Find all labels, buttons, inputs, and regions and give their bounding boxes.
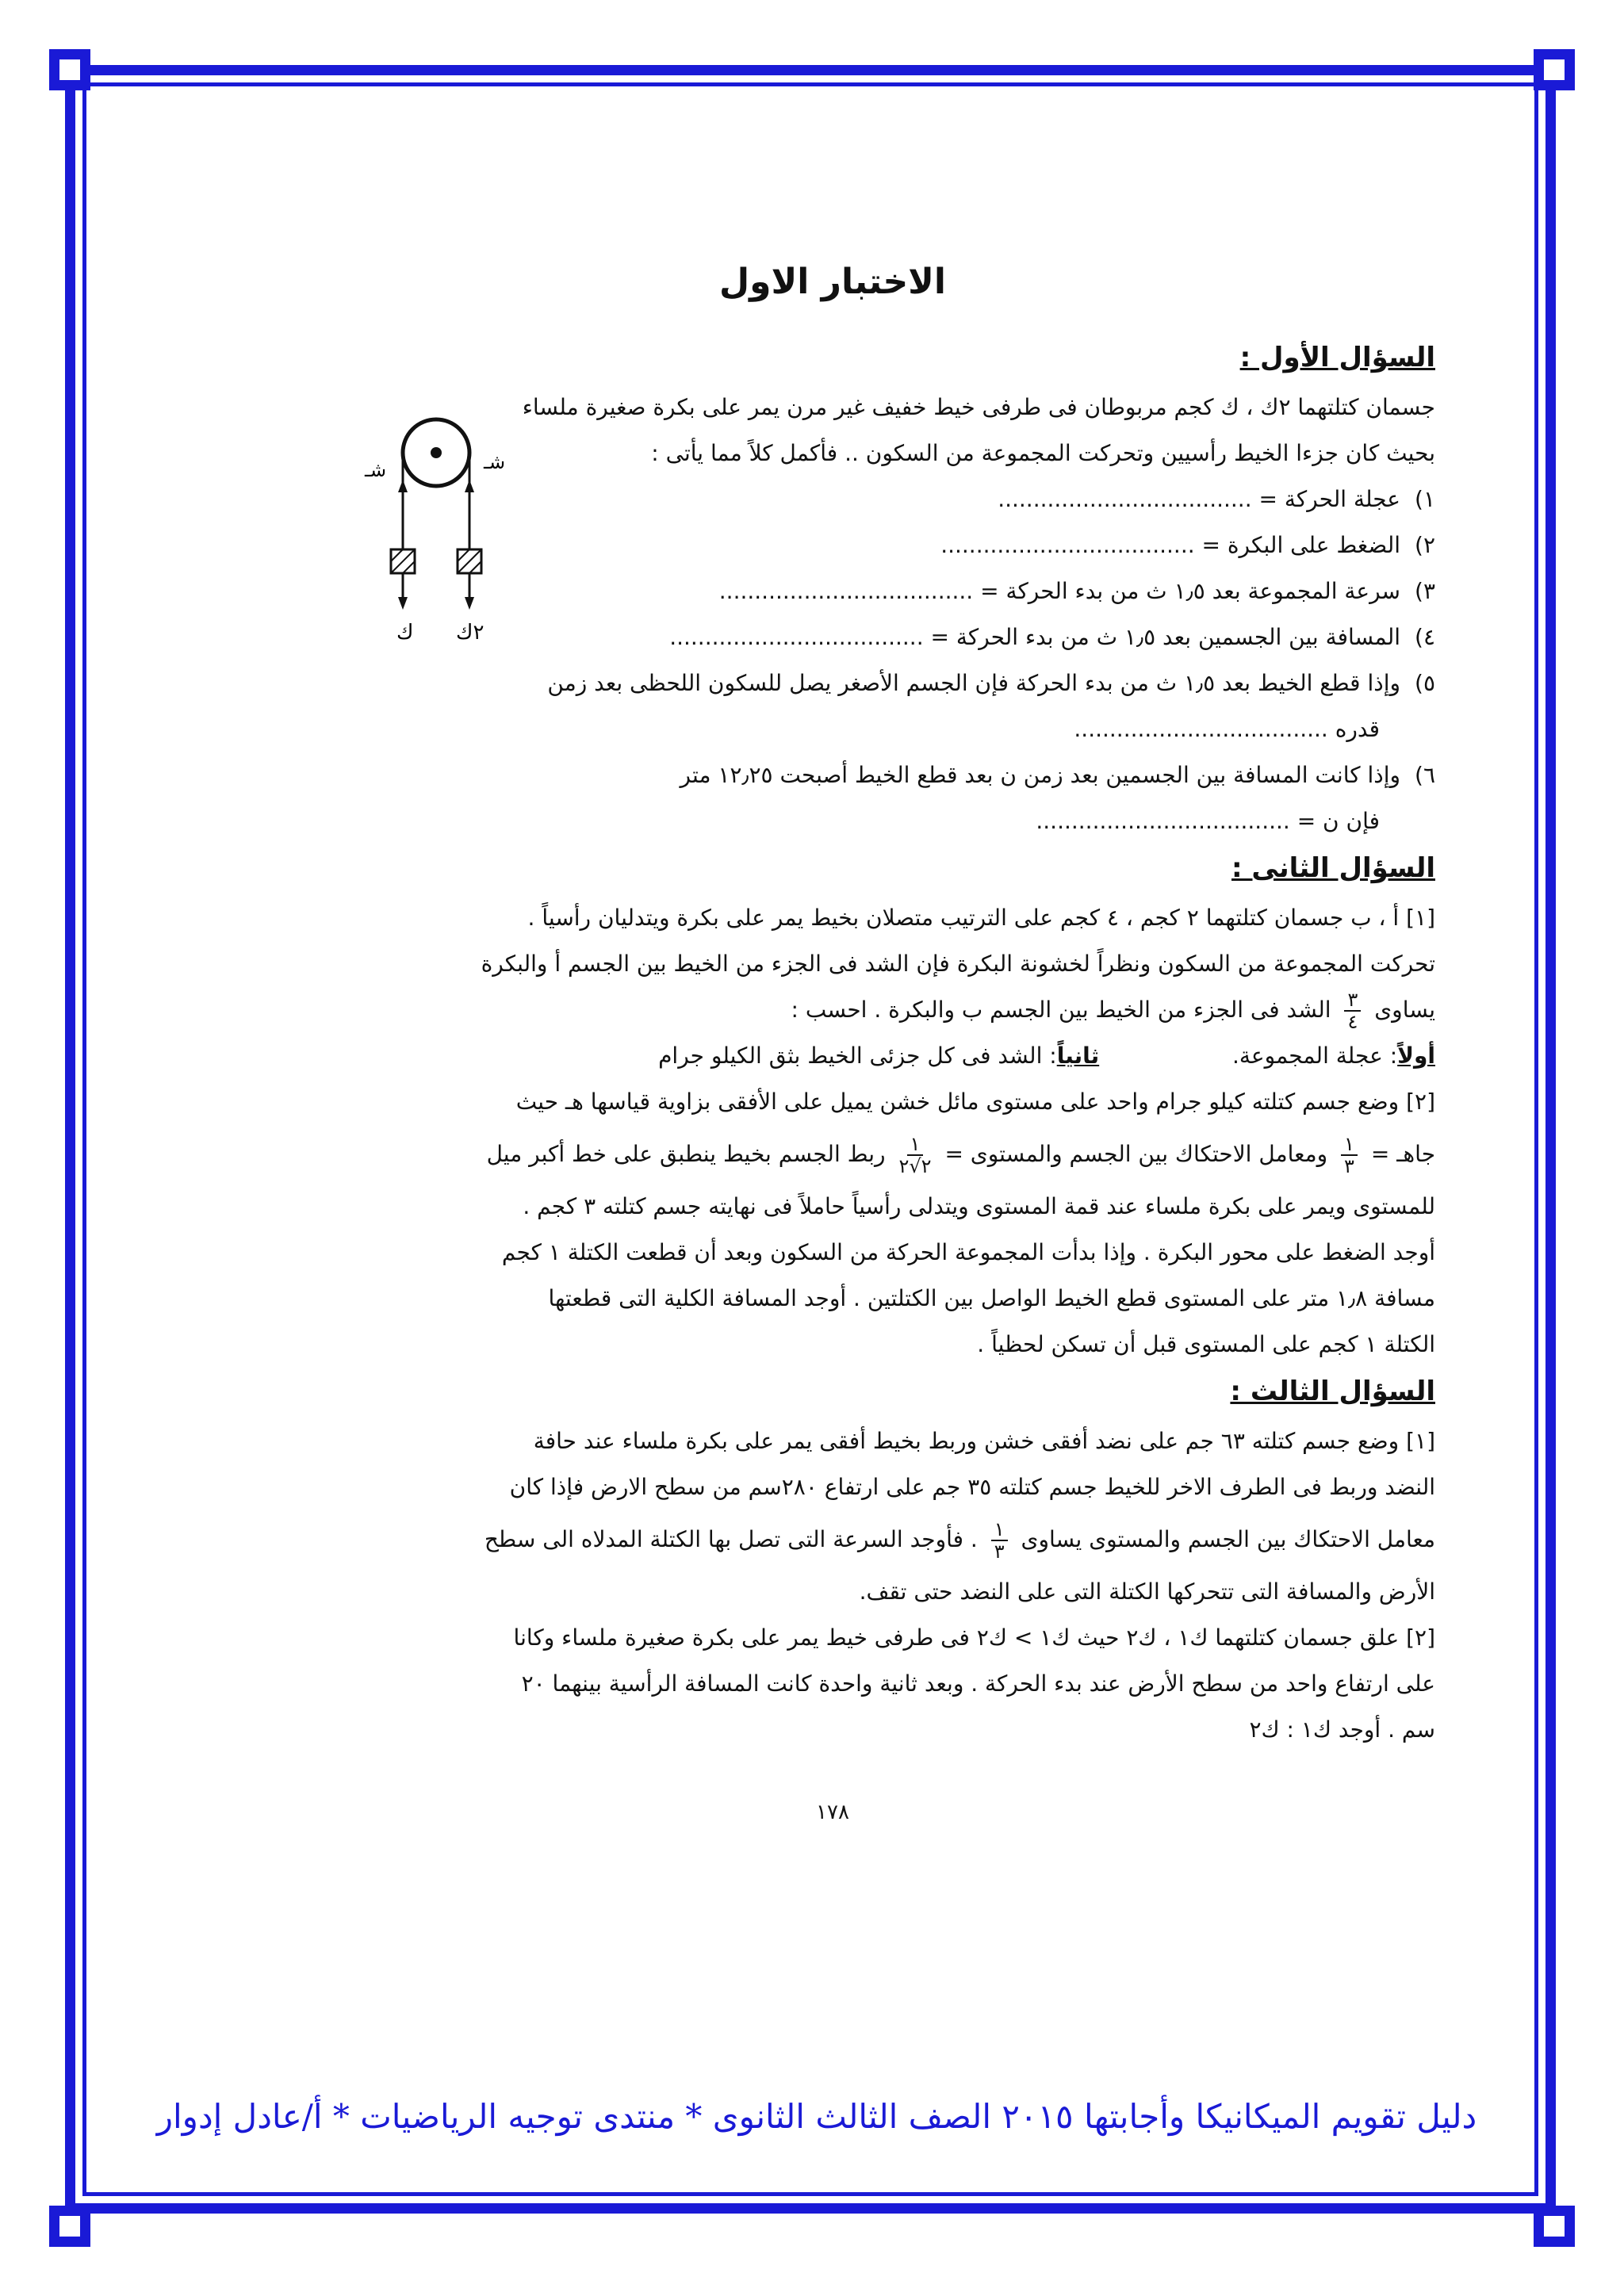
question-2-requirements: [230, 1033, 1435, 1079]
question-2-part-2-line: أوجد الضغط على محور البكرة . وإذا بدأت المجموعة الحركة من السكون وبعد أن قطعت الكتلة ١ كجم: [501, 1239, 1435, 1265]
fraction-numerator: ١: [991, 1519, 1008, 1541]
mass-label-left: ك: [396, 621, 414, 645]
fraction-numerator: ١: [907, 1134, 924, 1156]
question-3-part-1-line: الأرض والمسافة التى تتحركها الكتلة التى على النضد حتى تقف.: [859, 1578, 1435, 1605]
pulley-axle: [431, 447, 442, 458]
fraction-denominator: ٣: [1344, 1155, 1354, 1177]
fraction-denominator: ٤: [1347, 1011, 1358, 1033]
item-text: وإذا كانت المسافة بين الجسمين بعد زمن ن بعد قطع الخيط أصبحت ١٢٫٢٥ متر: [680, 762, 1401, 788]
question-1-heading: السؤال الأول :: [1239, 342, 1435, 373]
question-1-item: [230, 752, 1435, 798]
requirement-label: أولاً: [1397, 1043, 1435, 1069]
text-fragment: معامل الاحتكاك بين الجسم والمستوى يساوى: [1021, 1526, 1435, 1552]
fraction-numerator: ٣: [1344, 989, 1361, 1012]
mass-label-right: ٢ك: [456, 621, 485, 645]
text-fragment: الشد فى الجزء من الخيط بين الجسم ب والبكرة . احسب :: [791, 997, 1331, 1023]
weight-arrow-left: [398, 597, 408, 610]
question-1-intro-line-2: بحيث كان جزءا الخيط رأسيين وتحركت المجموعة من السكون .. فأكمل كلاً مما يأتى :: [651, 440, 1435, 466]
question-3-part-1-line: [١] وضع جسم كتلته ٦٣ جم على نضد أفقى خشن وربط بخيط أفقى يمر على بكرة ملساء عند حافة: [533, 1428, 1435, 1454]
text-fragment: . فأوجد السرعة التى تصل بها الكتلة المدلاه الى سطح: [484, 1526, 978, 1552]
item-text: وإذا قطع الخيط بعد ١٫٥ ث من بدء الحركة فإن الجسم الأصغر يصل للسكون اللحظى بعد زمن: [547, 670, 1401, 696]
question-2: [230, 844, 1435, 1368]
text-fragment: ومعامل الاحتكاك بين الجسم والمستوى =: [944, 1141, 1328, 1167]
requirement-label: ثانياً: [1056, 1043, 1100, 1069]
tension-arrow-left: [398, 480, 408, 492]
tension-arrow-right: [465, 480, 474, 492]
question-2-part-2-line: [230, 1125, 1435, 1184]
question-1-item-continued: قدره ....................................: [1074, 716, 1380, 742]
question-2-part-2-line: للمستوى ويمر على بكرة ملساء عند قمة المستوى ويتدلى رأسياً حاملاً فى نهايته جسم كتلته ٣ كجم .: [523, 1193, 1435, 1219]
item-text: الضغط على البكرة = ....................................: [940, 532, 1401, 558]
item-text: سرعة المجموعة بعد ١٫٥ ث من بدء الحركة = ....................................: [718, 578, 1401, 604]
footer-caption: دليل تقويم الميكانيكا وأجابتها ٢٠١٥ الصف الثالث الثانوى * منتدى توجيه الرياضيات * أ/عادل إدوار: [156, 2097, 1477, 2136]
text-fragment: ربط الجسم بخيط ينطبق على خط أكبر ميل: [486, 1141, 886, 1167]
tension-label-right: شـ: [484, 451, 506, 473]
question-1-item-continued: فإن ن = ....................................: [1036, 808, 1380, 834]
page-title: الاختبار الاول: [718, 262, 947, 302]
item-number: ٤): [1415, 624, 1435, 650]
tension-label-left: شـ: [365, 459, 387, 481]
question-3: [230, 1368, 1435, 1753]
question-2-part-2-line: الكتلة ١ كجم على المستوى قبل أن تسكن لحظياً .: [977, 1331, 1435, 1357]
fraction-denominator: ٣: [994, 1540, 1005, 1563]
border-corner-top-right: [1534, 49, 1575, 90]
text-fragment: جاهـ =: [1370, 1141, 1435, 1167]
question-2-part-1-line: [١] أ ، ب جسمان كتلتهما ٢ كجم ، ٤ كجم على الترتيب متصلان بخيط يمر على بكرة ويتدليان رأسياً .: [527, 905, 1435, 931]
question-3-part-1-line: [230, 1510, 1435, 1569]
question-2-heading: السؤال الثانى :: [1231, 852, 1435, 884]
requirement-text: : عجلة المجموعة.: [1232, 1043, 1398, 1069]
item-number: ١): [1415, 486, 1435, 512]
border-corner-top-left: [49, 49, 90, 90]
question-2-part-1-line: [230, 987, 1435, 1033]
item-number: ٦): [1415, 762, 1435, 788]
item-number: ٢): [1415, 532, 1435, 558]
question-3-part-2-line: على ارتفاع واحد من سطح الأرض عند بدء الحركة . وبعد ثانية واحدة كانت المسافة الرأسية بينهما ٢٠: [521, 1670, 1435, 1697]
question-2-part-2-line: مسافة ١٫٨ متر على المستوى قطع الخيط الواصل بين الكتلتين . أوجد المسافة الكلية التى قطعتها: [548, 1285, 1435, 1311]
question-3-part-2-line: [٢] علق جسمان كتلتهما ك١ ، ك٢ حيث ك١ > ك٢ فى طرفى خيط يمر على بكرة صغيرة ملساء وكانا: [513, 1624, 1435, 1651]
fraction-numerator: ١: [1341, 1134, 1358, 1156]
fraction: [991, 1519, 1008, 1562]
question-1-intro-line-1: جسمان كتلتهما ٢ك ، ك كجم مربوطان فى طرفى خيط خفيف غير مرن يمر على بكرة صغيرة ملساء: [522, 394, 1435, 420]
question-2-part-1-line: تحركت المجموعة من السكون ونظراً لخشونة البكرة فإن الشد فى الجزء من الخيط بين الجسم أ والبكرة: [481, 951, 1435, 977]
page-number: ١٧٨: [816, 1800, 849, 1824]
fraction: [1341, 1134, 1358, 1177]
border-corner-bottom-left: [49, 2206, 90, 2247]
question-1: [230, 334, 1435, 844]
pulley-diagram: [333, 413, 539, 651]
question-3-heading: السؤال الثالث :: [1230, 1376, 1435, 1407]
fraction: [898, 1134, 931, 1177]
item-text: عجلة الحركة = ....................................: [998, 486, 1401, 512]
item-text: المسافة بين الجسمين بعد ١٫٥ ث من بدء الحركة = ....................................: [669, 624, 1401, 650]
text-fragment: يساوى: [1374, 997, 1435, 1023]
weight-arrow-right: [465, 597, 474, 610]
item-number: ٣): [1415, 578, 1435, 604]
question-3-part-1-line: النضد وربط فى الطرف الاخر للخيط جسم كتلته ٣٥ جم على ارتفاع ٢٨٠سم من سطح الارض فإذا كان: [509, 1474, 1435, 1500]
fraction-denominator: ٢√٢: [898, 1155, 932, 1177]
question-2-part-2-line: [٢] وضع جسم كتلته كيلو جرام واحد على مستوى مائل خشن يميل على الأفقى بزاوية قياسها هـ حيث: [515, 1089, 1435, 1115]
item-number: ٥): [1415, 670, 1435, 696]
requirement-text: : الشد فى كل جزئى الخيط بثق الكيلو جرام: [658, 1043, 1057, 1069]
question-3-part-2-line: سم . أوجد ك١ : ك٢: [1249, 1716, 1435, 1743]
fraction: [1344, 989, 1361, 1032]
question-1-item: [230, 660, 1435, 706]
exam-page: [230, 262, 1435, 1824]
border-corner-bottom-right: [1534, 2206, 1575, 2247]
